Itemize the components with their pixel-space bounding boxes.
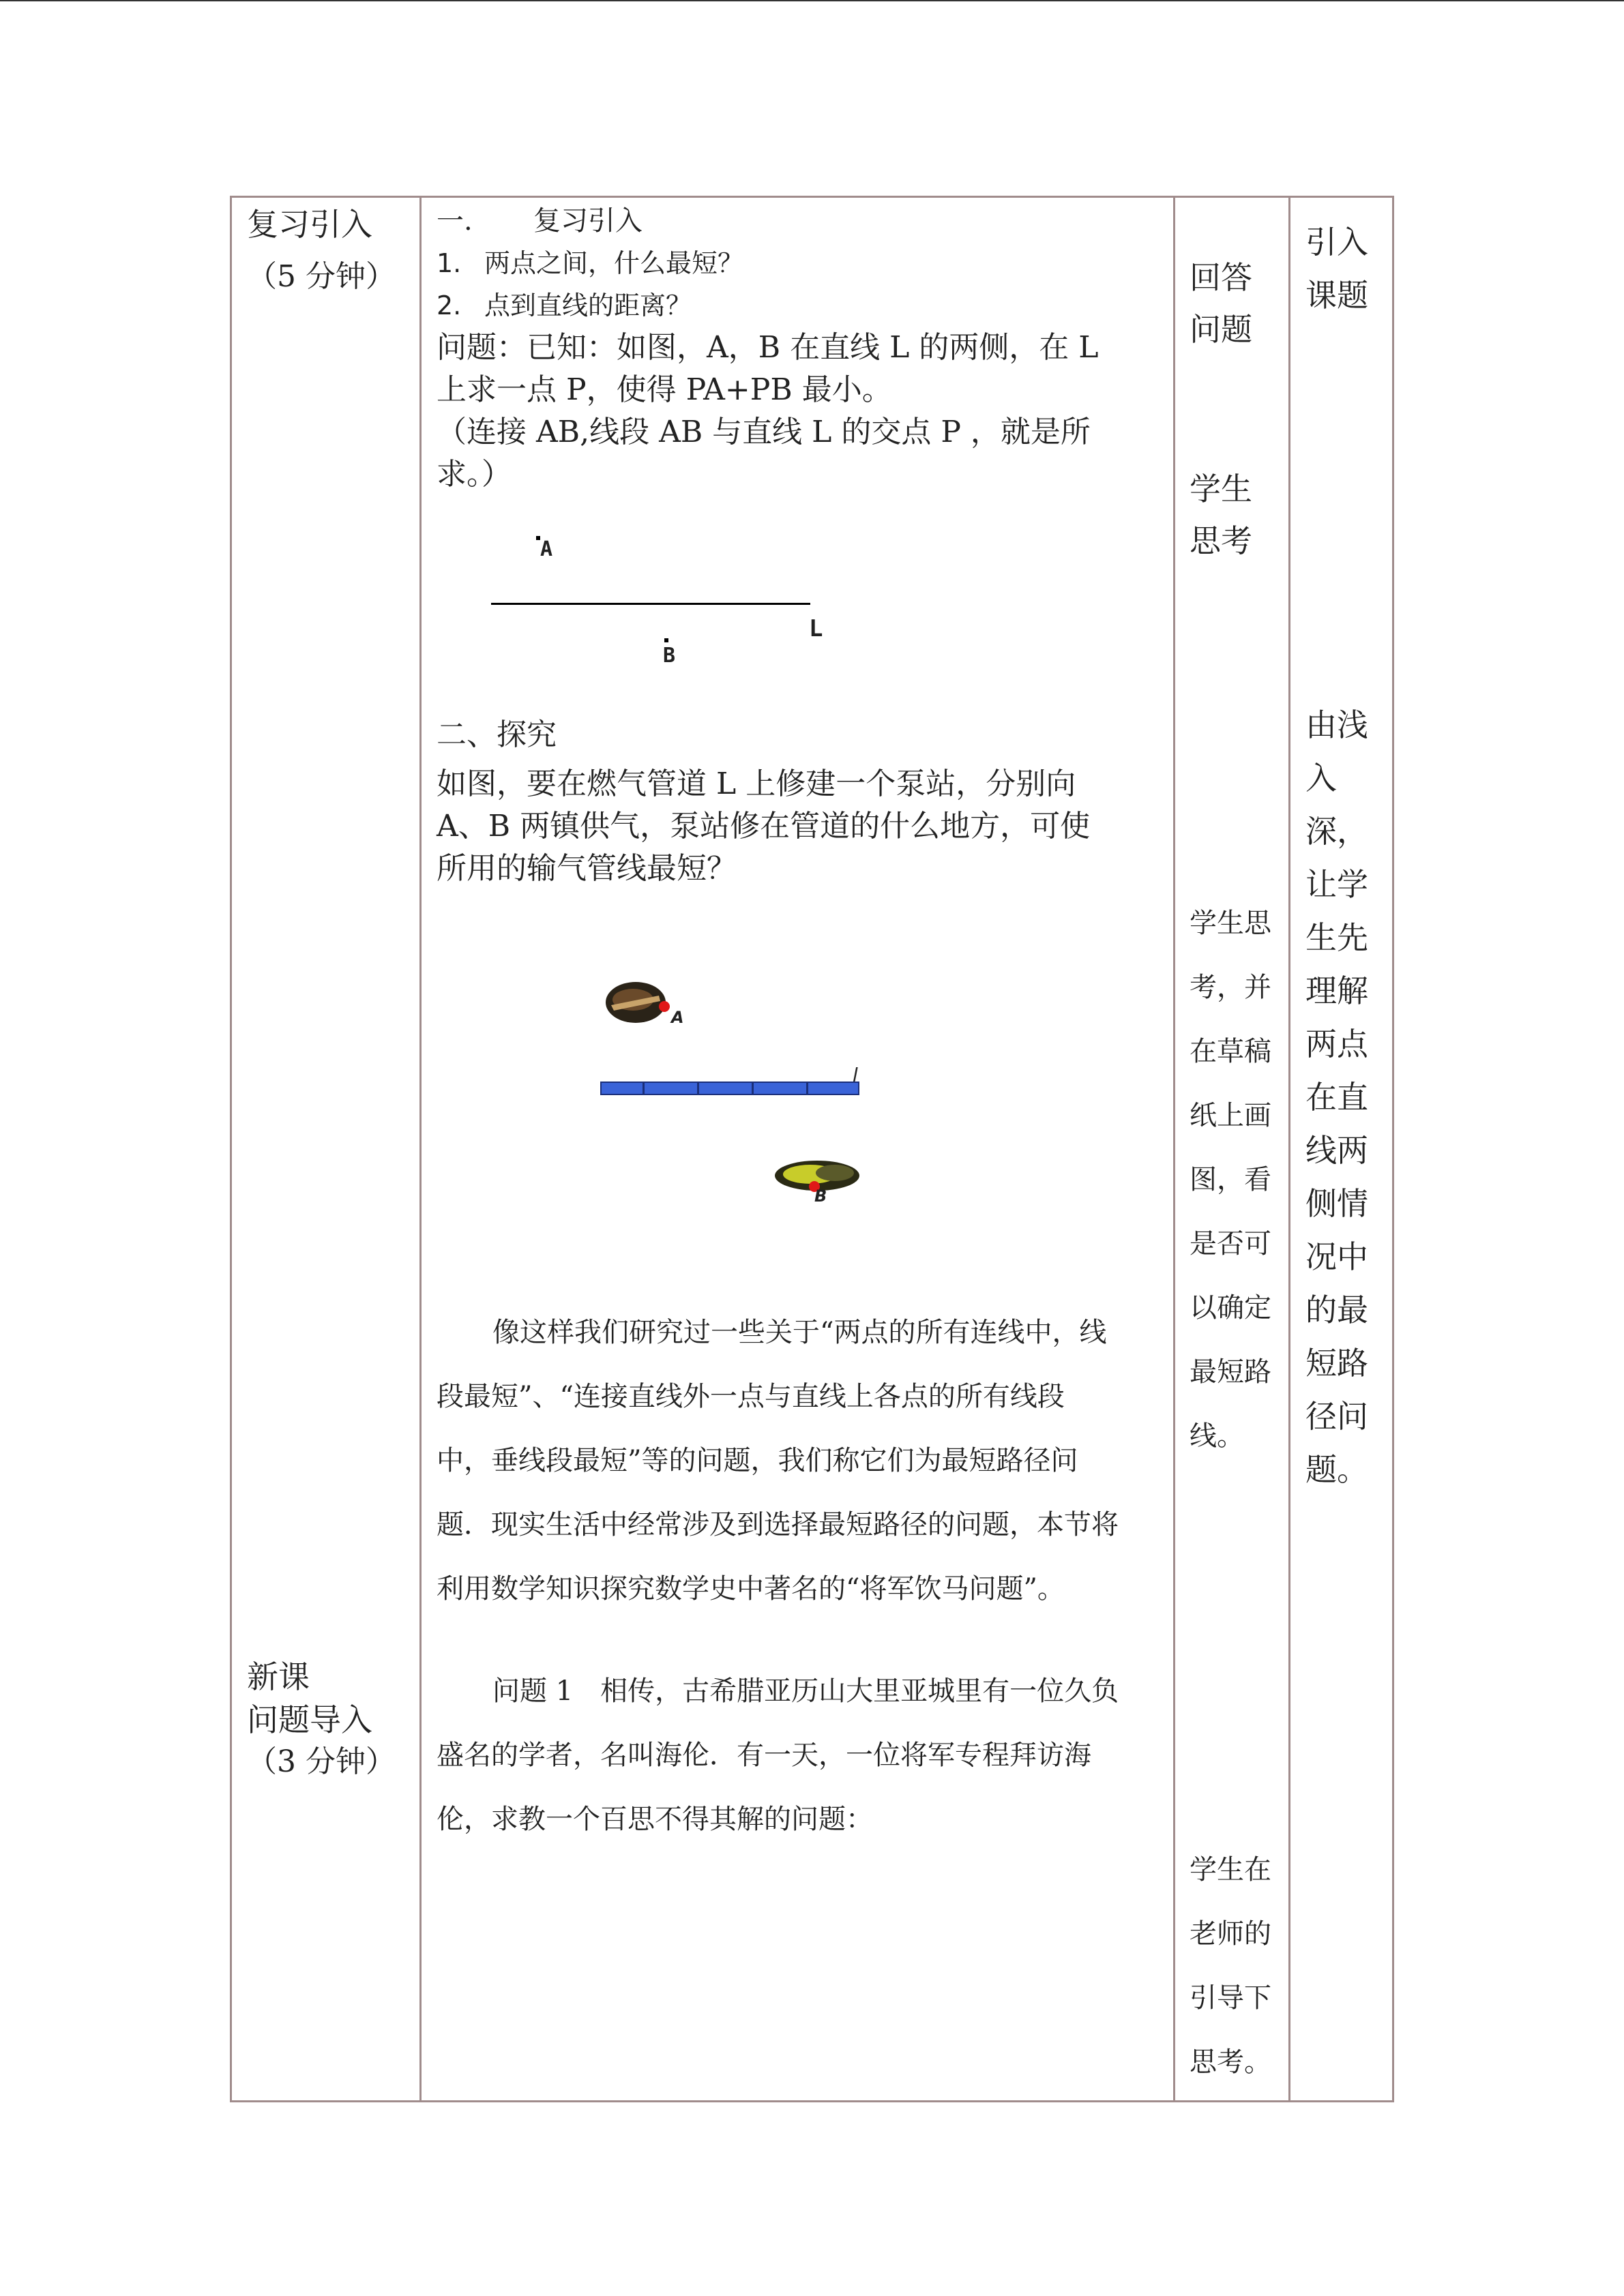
page-top-border bbox=[0, 0, 1624, 1]
point-b-dot bbox=[664, 638, 668, 642]
point-b-label: B bbox=[663, 644, 676, 668]
intent-b-11: 况中 bbox=[1305, 1238, 1368, 1275]
intent-b-3: 深， bbox=[1305, 813, 1368, 850]
point-a-label: A bbox=[540, 537, 553, 561]
intent-a-1: 引入 bbox=[1305, 224, 1368, 260]
figure-pipeline bbox=[593, 968, 880, 1227]
town-a-marker bbox=[659, 1001, 670, 1012]
question2-text: 点到直线的距离？ bbox=[484, 290, 692, 320]
explore-line-2: A、B 两镇供气，泵站修在管道的什么地方，可使 bbox=[437, 809, 1091, 844]
stage-review-title: 复习引入 bbox=[247, 206, 372, 243]
question1-number: 1. bbox=[437, 248, 462, 278]
paragraph-line-3: 中，垂线段最短”等的问题，我们称它们为最短路径问 bbox=[437, 1445, 1078, 1476]
activity-b-2: 思考 bbox=[1190, 522, 1252, 559]
intent-b-15: 题。 bbox=[1305, 1451, 1368, 1488]
question2-number: 2. bbox=[437, 290, 462, 320]
explore-line-3: 所用的输气管线最短？ bbox=[437, 851, 737, 886]
activity-c-9: 线。 bbox=[1190, 1420, 1244, 1452]
activity-c-7: 以确定 bbox=[1190, 1292, 1271, 1324]
activity-b-1: 学生 bbox=[1190, 471, 1252, 507]
section2-title: 二、探究 bbox=[437, 717, 557, 752]
activity-c-5: 图，看 bbox=[1190, 1164, 1271, 1195]
intent-b-12: 的最 bbox=[1305, 1292, 1368, 1328]
intent-b-7: 两点 bbox=[1305, 1026, 1368, 1062]
intent-b-4: 让学 bbox=[1305, 866, 1368, 903]
intent-b-2: 入 bbox=[1305, 760, 1337, 796]
paragraph-line-5: 利用数学知识探究数学史中著名的“将军饮马问题”。 bbox=[437, 1573, 1065, 1605]
activity-d-3: 引导下 bbox=[1190, 1982, 1271, 2014]
table-col-divider-2 bbox=[1173, 196, 1175, 2102]
table-bottom-border bbox=[230, 2100, 1394, 2102]
town-b-label: B bbox=[814, 1187, 827, 1206]
intent-b-8: 在直 bbox=[1305, 1079, 1368, 1116]
activity-a-1: 回答 bbox=[1190, 259, 1252, 296]
story-line-3: 伦，求教一个百思不得其解的问题： bbox=[437, 1804, 873, 1835]
table-left-border bbox=[230, 196, 232, 2102]
activity-c-3: 在草稿 bbox=[1190, 1036, 1271, 1067]
table-col-divider-1 bbox=[419, 196, 422, 2102]
section1-title: 复习引入 bbox=[533, 205, 643, 237]
intent-b-6: 理解 bbox=[1305, 972, 1368, 1009]
answer-line-2: 求。） bbox=[437, 457, 512, 492]
activity-d-1: 学生在 bbox=[1190, 1854, 1271, 1885]
line-l bbox=[491, 603, 810, 605]
pipeline-l-label: l bbox=[853, 1064, 858, 1086]
line-l-label: L bbox=[809, 615, 823, 642]
table-top-border bbox=[230, 196, 1394, 198]
stage-newclass-line2: 问题导入 bbox=[247, 1701, 372, 1738]
intent-b-1: 由浅 bbox=[1305, 706, 1368, 743]
section1-number: 一. bbox=[437, 205, 473, 237]
figure-points-line bbox=[477, 525, 859, 689]
problem-line-1: 问题：已知：如图，A，B 在直线 L 的两侧，在 L bbox=[437, 330, 1099, 365]
paragraph-line-4: 题．现实生活中经常涉及到选择最短路径的问题，本节将 bbox=[437, 1509, 1119, 1540]
activity-c-8: 最短路 bbox=[1190, 1356, 1271, 1388]
explore-line-1: 如图，要在燃气管道 L 上修建一个泵站，分别向 bbox=[437, 766, 1076, 801]
paragraph-line-1: 像这样我们研究过一些关于“两点的所有连线中，线 bbox=[492, 1317, 1107, 1348]
answer-line-1: （连接 AB,线段 AB 与直线 L 的交点 P ，就是所 bbox=[437, 415, 1091, 449]
intent-b-14: 径问 bbox=[1305, 1398, 1368, 1435]
activity-c-4: 纸上画 bbox=[1190, 1100, 1271, 1131]
stage-newclass-line1: 新课 bbox=[247, 1658, 310, 1695]
stage-newclass-time: （3 分钟） bbox=[247, 1744, 396, 1779]
problem-line-2: 上求一点 P，使得 PA+PB 最小。 bbox=[437, 372, 892, 407]
activity-c-6: 是否可 bbox=[1190, 1228, 1271, 1259]
story-line-1: 问题 1 相传，古希腊亚历山大里亚城里有一位久负 bbox=[492, 1675, 1119, 1707]
intent-b-10: 侧情 bbox=[1305, 1185, 1368, 1222]
table-col-divider-3 bbox=[1288, 196, 1290, 2102]
activity-c-2: 考，并 bbox=[1190, 972, 1271, 1003]
intent-b-5: 生先 bbox=[1305, 919, 1368, 956]
town-a-label: A bbox=[671, 1008, 684, 1027]
table-right-border bbox=[1392, 196, 1394, 2102]
activity-a-2: 问题 bbox=[1190, 311, 1252, 348]
stage-review-time: （5 分钟） bbox=[247, 259, 396, 294]
story-line-2: 盛名的学者，名叫海伦．有一天，一位将军专程拜访海 bbox=[437, 1740, 1091, 1771]
activity-c-1: 学生思 bbox=[1190, 908, 1271, 939]
activity-d-4: 思考。 bbox=[1190, 2046, 1271, 2078]
pipeline-l bbox=[600, 1082, 859, 1095]
activity-d-2: 老师的 bbox=[1190, 1918, 1271, 1950]
paragraph-line-2: 段最短”、“连接直线外一点与直线上各点的所有线段 bbox=[437, 1381, 1065, 1412]
question1-text: 两点之间，什么最短？ bbox=[484, 248, 744, 278]
intent-b-9: 线两 bbox=[1305, 1132, 1368, 1169]
intent-b-13: 短路 bbox=[1305, 1345, 1368, 1382]
intent-a-2: 课题 bbox=[1305, 277, 1368, 314]
